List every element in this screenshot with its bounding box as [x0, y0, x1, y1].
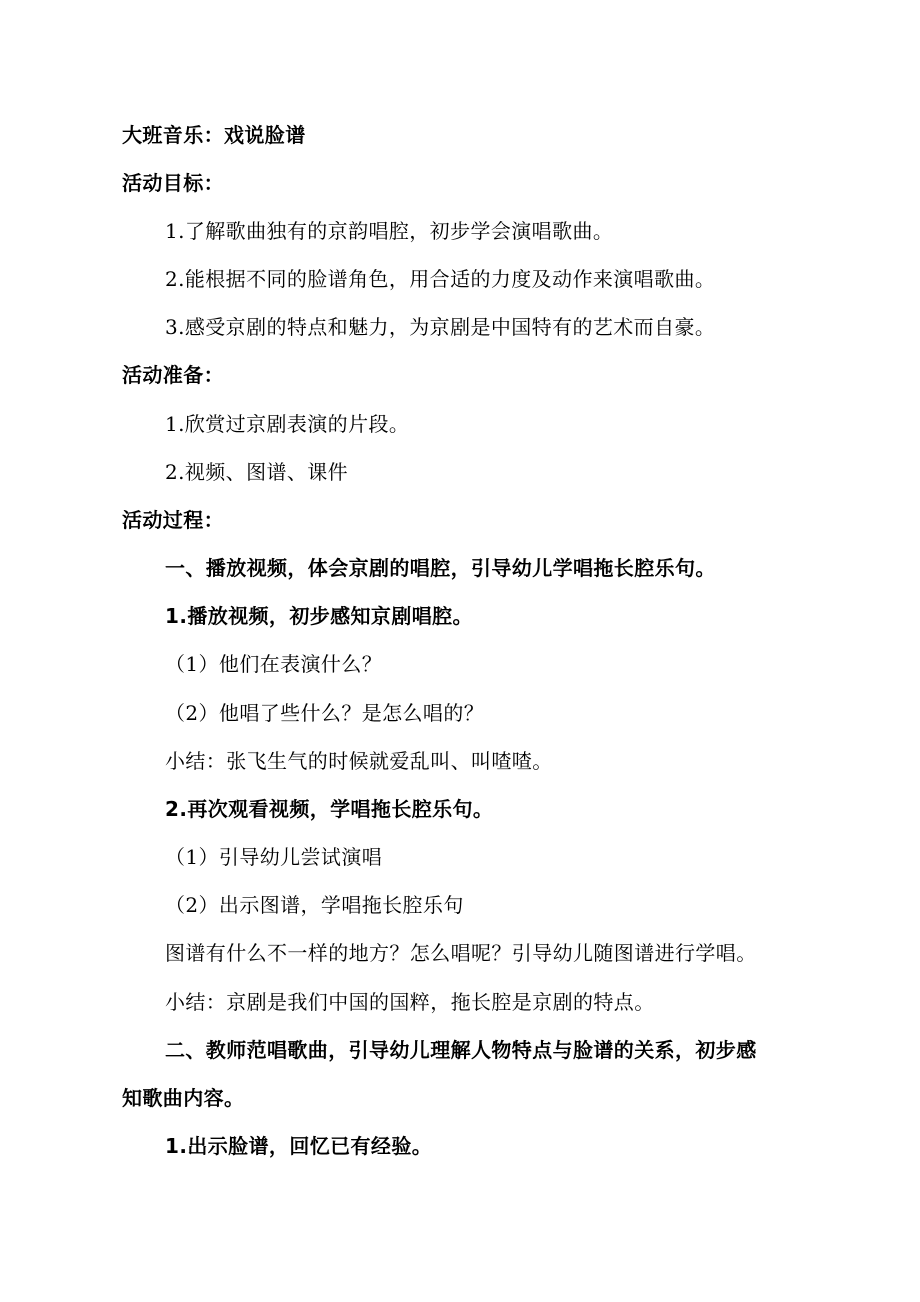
section1-step1-heading: 1.播放视频，初步感知京剧唱腔。 — [165, 604, 473, 628]
section1-step2-heading: 2.再次观看视频，学唱拖长腔乐句。 — [165, 797, 494, 821]
section1-step2-question-2: （2）出示图谱，学唱拖长腔乐句 — [165, 893, 464, 917]
goals-heading: 活动目标： — [122, 171, 224, 195]
section2-heading-line-1: 二、教师范唱歌曲，引导幼儿理解人物特点与脸谱的关系，初步感 — [165, 1038, 757, 1062]
section1-heading: 一、播放视频，体会京剧的唱腔，引导幼儿学唱拖长腔乐句。 — [165, 556, 716, 580]
prep-item-2: 2.视频、图谱、课件 — [165, 460, 349, 484]
section1-step1-question-2: （2）他唱了些什么？是怎么唱的？ — [165, 701, 485, 725]
section1-step1-summary: 小结：张飞生气的时候就爱乱叫、叫喳喳。 — [165, 749, 553, 773]
process-heading: 活动过程： — [122, 508, 224, 532]
section1-step2-question-1: （1）引导幼儿尝试演唱 — [165, 845, 383, 869]
section2-step1-heading: 1.出示脸谱，回忆已有经验。 — [165, 1134, 433, 1158]
document-title: 大班音乐：戏说脸谱 — [122, 123, 306, 147]
section1-step1-question-1: （1）他们在表演什么？ — [165, 652, 383, 676]
goal-item-3: 3.感受京剧的特点和魅力，为京剧是中国特有的艺术而自豪。 — [165, 315, 716, 339]
goal-item-1: 1.了解歌曲独有的京韵唱腔，初步学会演唱歌曲。 — [165, 219, 614, 243]
section2-heading-line-2: 知歌曲内容。 — [122, 1086, 245, 1110]
section1-step2-summary: 小结：京剧是我们中国的国粹，拖长腔是京剧的特点。 — [165, 990, 655, 1014]
goal-item-2: 2.能根据不同的脸谱角色，用合适的力度及动作来演唱歌曲。 — [165, 267, 716, 291]
prep-item-1: 1.欣赏过京剧表演的片段。 — [165, 412, 410, 436]
prep-heading: 活动准备： — [122, 363, 224, 387]
section1-step2-text: 图谱有什么不一样的地方？怎么唱呢？引导幼儿随图谱进行学唱。 — [165, 941, 757, 965]
